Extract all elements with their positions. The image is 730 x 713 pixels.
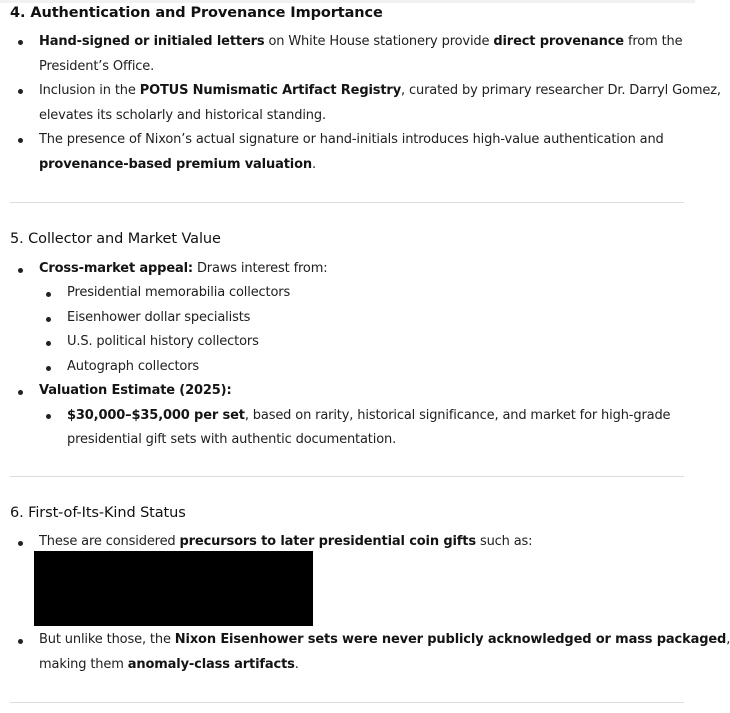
sub-list-item: Presidential memorabilia collectors [67, 285, 291, 300]
bullet-dot [46, 414, 51, 419]
bullet-dot [18, 40, 23, 45]
sub-list-item: Autograph collectors [67, 359, 200, 374]
section-6-heading: 6. First-of-Its-Kind Status [10, 505, 186, 521]
bullet-dot [46, 341, 51, 346]
section-divider [10, 476, 684, 477]
list-item-continuation: President’s Office. [39, 59, 155, 74]
redacted-block [34, 551, 313, 626]
list-item: But unlike those, the Nixon Eisenhower sets were never publicly acknowledged or mass packaged, [39, 632, 730, 647]
bullet-dot [46, 366, 51, 371]
bullet-dot [18, 390, 23, 395]
section-4-heading: 4. Authentication and Provenance Importance [10, 5, 383, 21]
section-divider [10, 202, 684, 203]
list-item: The presence of Nixon’s actual signature or hand-initials introduces high-value authentication and [39, 132, 664, 147]
list-item: Valuation Estimate (2025): [39, 383, 232, 398]
section-divider [10, 702, 684, 703]
sub-list-item: U.S. political history collectors [67, 334, 259, 349]
list-item-continuation: elevates its scholarly and historical standing. [39, 108, 326, 123]
top-edge [0, 0, 695, 3]
list-item: Cross-market appeal: Draws interest from: [39, 261, 328, 276]
bullet-dot [18, 138, 23, 143]
bullet-dot [18, 639, 23, 644]
section-5-heading: 5. Collector and Market Value [10, 231, 221, 247]
list-item-continuation: making them anomaly-class artifacts. [39, 657, 299, 672]
sub-list-item: Eisenhower dollar specialists [67, 310, 251, 325]
list-item: Inclusion in the POTUS Numismatic Artifact Registry, curated by primary researcher Dr. Darryl Gomez, [39, 83, 721, 98]
sub-list-item: $30,000–$35,000 per set, based on rarity, historical significance, and market for high-grade [67, 408, 671, 423]
list-item: These are considered precursors to later presidential coin gifts such as: [39, 534, 533, 549]
bullet-dot [18, 541, 23, 546]
bullet-dot [46, 292, 51, 297]
sub-list-item-continuation: presidential gift sets with authentic documentation. [67, 432, 397, 447]
list-item-continuation: provenance-based premium valuation. [39, 157, 316, 172]
bullet-dot [18, 268, 23, 273]
list-item: Hand-signed or initialed letters on White House stationery provide direct provenance from the [39, 34, 683, 49]
bullet-dot [18, 89, 23, 94]
bullet-dot [46, 317, 51, 322]
